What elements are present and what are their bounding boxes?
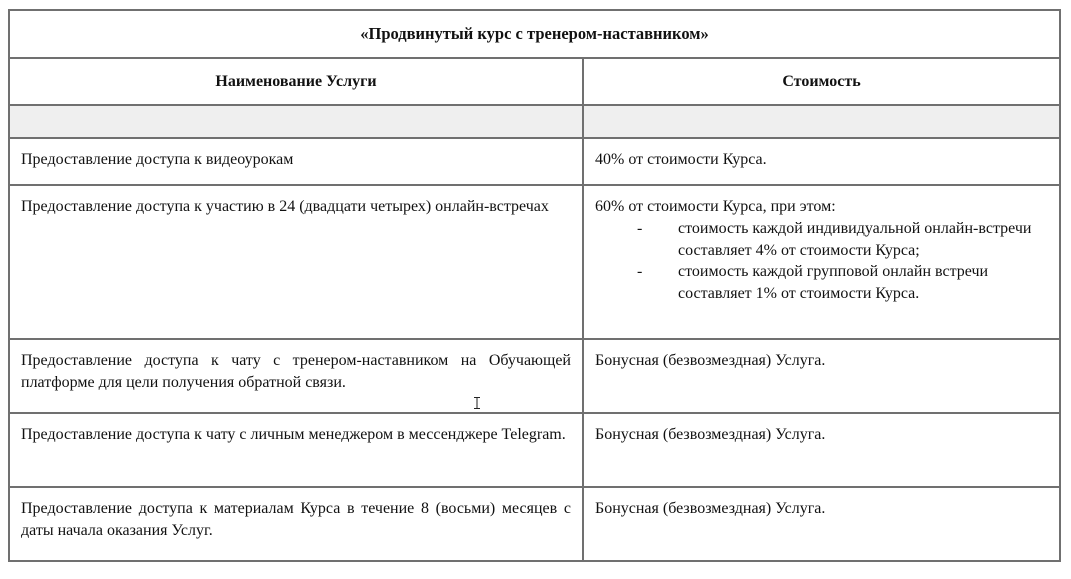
service-cell: Предоставление доступа к материалам Курса в течение 8 (восьми) месяцев с даты начала оказания Услуг.: [9, 487, 583, 561]
service-cell: Предоставление доступа к чату с личным менеджером в мессенджере Telegram.: [9, 413, 583, 487]
list-item: [595, 218, 1048, 261]
dash-bullet: -: [637, 220, 643, 237]
table-row: [9, 185, 1060, 339]
cost-text: 60% от стоимости Курса, при этом:: [595, 198, 836, 215]
table-title: «Продвинутый курс с тренером-наставником»: [9, 10, 1060, 58]
header-service-name: Наименование Услуги: [9, 58, 583, 105]
empty-gray-cell: [9, 105, 583, 138]
header-cost: Стоимость: [583, 58, 1060, 105]
text-cursor-icon: [474, 397, 480, 409]
cost-cell: Бонусная (безвозмездная) Услуга.: [583, 413, 1060, 487]
table-row: [9, 413, 1060, 487]
service-cell: Предоставление доступа к чату с тренером-наставником на Обучающей платформе для цели получения обратной связи.: [9, 339, 583, 413]
service-cell: Предоставление доступа к видеоурокам: [9, 138, 583, 185]
empty-gray-cell: [583, 105, 1060, 138]
dash-bullet: -: [637, 263, 643, 280]
cost-cell: Бонусная (безвозмездная) Услуга.: [583, 339, 1060, 413]
list-item-text: стоимость каждой групповой онлайн встречи составляет 1% от стоимости Курса.: [678, 263, 989, 302]
service-cell: Предоставление доступа к участию в 24 (двадцати четырех) онлайн-встречах: [9, 185, 583, 339]
empty-gray-row: [9, 105, 1060, 138]
cost-cell: 40% от стоимости Курса.: [583, 138, 1060, 185]
table-row: [9, 487, 1060, 561]
services-cost-table: [8, 9, 1061, 562]
list-item: [595, 261, 1048, 304]
header-row: [9, 58, 1060, 105]
table-row: [9, 138, 1060, 185]
table-row: [9, 339, 1060, 413]
cost-notes-list: [595, 218, 1048, 304]
list-item-text: стоимость каждой индивидуальной онлайн-встречи составляет 4% от стоимости Курса;: [678, 220, 1032, 259]
cost-cell: [583, 185, 1060, 339]
title-row: [9, 10, 1060, 58]
cost-cell: Бонусная (безвозмездная) Услуга.: [583, 487, 1060, 561]
